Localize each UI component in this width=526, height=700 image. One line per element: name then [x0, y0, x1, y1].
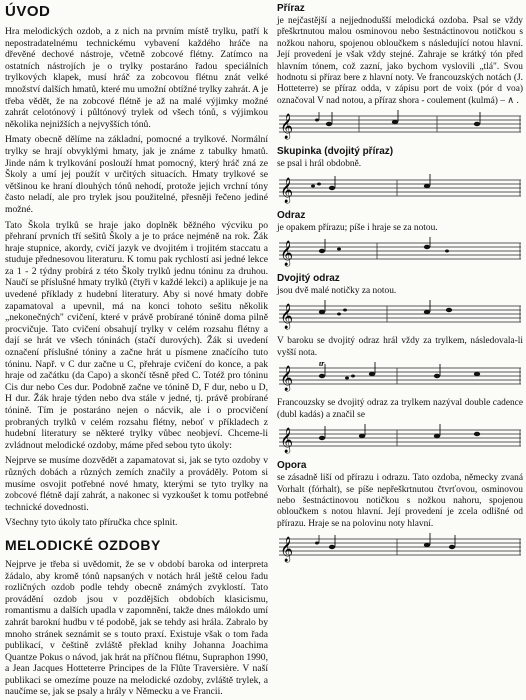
- svg-text:𝄞: 𝄞: [280, 114, 294, 140]
- section-title-ozdoby: MELODICKÉ OZDOBY: [5, 536, 161, 553]
- music-staff-example: [277, 362, 523, 392]
- music-staff-example: [277, 174, 523, 204]
- text-opora: se zásadně liší od přírazu i odrazu. Tato ozdoba, německy zvaná Vorhalt (fórhalt), se píše nepřeškrtnutou čtvrťovou, osminovou nebo šestnáctinovou notičkou s nožkou nahoru, spojenou obloučkem s notou hlavní. Její provedení je zcela odlišné od přírazu. Hraje se na polovinu noty hlavní.: [277, 473, 523, 529]
- paragraph: Hra melodických ozdob, a z nich na prvním místě trylku, patří k nepostradatelnému technickému vybavení každého hráče na dřevěné dechové nástroje, včetně zobcové flétny. Zatímco na ostatních nástrojích je o trylky postaráno řadou speciálních trylkových klapek, musí hráč za zobcovou flétnu znát velké množství dalších hmatů, které mu umožní obtížné trylky zahrát. A je třeba vědět, že na zobcové flétně je až na malé výjimky možné zahrát celotónový i půltónový trylek od všech tónů, s výjimkou několika nejnižších a nejvyšších tónů.: [5, 26, 268, 130]
- svg-text:𝄞: 𝄞: [280, 177, 294, 203]
- text-skupinka: se psal i hrál obdobně.: [277, 159, 362, 170]
- heading-skupinka: Skupinka (dvojitý příraz): [277, 146, 394, 158]
- heading-dvojity-odraz: Dvojitý odraz: [277, 273, 340, 285]
- svg-text:𝄞: 𝄞: [280, 241, 294, 267]
- svg-text:𝄞: 𝄞: [280, 304, 294, 330]
- left-column: [5, 3, 268, 698]
- music-staff-example: [277, 424, 523, 454]
- section-title-uvod: ÚVOD: [5, 3, 51, 20]
- heading-odraz: Odraz: [277, 209, 306, 221]
- music-staff-example: [277, 533, 523, 563]
- heading-priraz: Příraz: [277, 3, 305, 14]
- svg-text:𝄞: 𝄞: [280, 537, 294, 563]
- svg-text:𝄞: 𝄞: [280, 366, 294, 392]
- music-staff-example: [277, 110, 523, 140]
- svg-text:𝄞: 𝄞: [280, 428, 294, 454]
- paragraph: Tato Škola trylků se hraje jako doplněk běžného výcviku po přehraní prvních tří sešitů Školy a je to práce nejméně na rok. Žák hraje stupnice, akordy, cvičí jazyk ve dvojitém i trojitém staccatu a studuje přednesovou literaturu. K tomu pak rychlostí asi jedné lekce za 1 - 2 týdny probírá z této Školy trylků jednu tóninu za druhou. Naučí se příslušné hmaty trylků (čtyři v každé lekci) a aplikuje je na uvedené příklady z hudební literatury. Aby si nové hmaty dobře zapamatoval a upevnil, má na konci tohoto sešitu několik „nekonečných" cvičení, které v právě probírané tónině doma pilně procvičuje. Tato cvičení obsahují trylky v celém rozsahu flétny a dají se hrát ve všech tóninách (stačí durových). Žák si uvedení označení příslušné tóniny a začne hrát u písmene značícího tuto tóninu. Např. v C dur začne u C, přehraje cvičení do konce, a pak hraje od začátku (da Capo) a skončí těsně před C. Totéž pro tóninu Cis dur nebo Ces dur. Podobně začne ve tónině D, F dur, nebo u D, H dur. Žák hraje týden nebo dva stále v jedné, tj. právě probírané tónině. Tím je postaráno nejen o nácvik, ale i o procvičení probraných trylků v celém rozsahu flétny, neboť v příkladech z hudební literatury se některé trylky vůbec neobjeví. Chceme-li zvládnout melodické ozdoby, máme před sebou tyto úkoly:: [5, 219, 268, 451]
- text-odraz: je opakem přírazu; píše i hraje se za notou.: [277, 222, 438, 233]
- music-staff-example: [277, 237, 523, 267]
- text-baroko-odraz: V baroku se dvojitý odraz hrál vždy za trylkem, následovala-li vyšší nota.: [277, 336, 523, 358]
- text-dvojity-odraz: jsou dvě malé notičky za notou.: [277, 286, 397, 297]
- svg-text:tr: tr: [319, 362, 325, 369]
- text-double-cadence: Francouzsky se dvojitý odraz za trylkem nazýval double cadence (dubl kadás) a značil se: [277, 398, 523, 420]
- paragraph: Všechny tyto úkoly tato příručka chce splnit.: [5, 517, 178, 529]
- heading-opora: Opora: [277, 460, 307, 472]
- paragraph: Nejprve se musíme dozvědět a zapamatovat si, jak se tyto ozdoby v různých dobách a různých zemích značily a prováděly. Potom si musíme osvojit potřebné nové hmaty, kterými se tyto trylky na zobcové flétně dají zahrát, a nakonec si vyzkoušet k tomu potřebné technické dovednosti.: [5, 455, 268, 513]
- music-staff-example: [277, 300, 523, 330]
- paragraph: Hmaty obecně dělíme na základní, pomocné a trylkové. Normální trylky se hrají obvyklými hmaty, jak je známe z tabulky hmatů. Jinde nám k trylkování poslouží hmat pomocný, který hráč zná ze Školy a umí jej použít v určitých situacích. Hmaty trylkové se většinou ke hraní dlouhých tónů nehodí, protože jejich vrchní tóny často neladí, ale pro trylek jsou použitelné, přesněji řečeno jediné možné.: [5, 134, 268, 215]
- text-priraz: je nejčastější a nejjednodušší melodická ozdoba. Psal se vždy přeškrtnutou malou osminovou nebo šestnáctinovou notičkou s nožkou nahoru, spojenou obloučkem s následující notou hlavní. Její provedení je však vždy stejné. Zahraje se krátký tón před hlavním tónem, což zazní, jako bychom vyslovili „tlá". Svou hodnotu si příraz bere z hlavní noty. Ve francouzských notách (J. Hotteterre) se příraz odda, v zápisu port de voix (pór d voa) označoval V nad notou, a příraz shora - coulement (kulmá) – ∧ .: [277, 16, 523, 106]
- paragraph: Nejprve je třeba si uvědomit, že se v období baroka od interpreta žádalo, aby kromě tónů napsaných v notách hrál ještě celou řadu rozličných ozdob podle tehdy obecně známých zvyklostí. Tato provádění ozdob jsou v pozdějších obdobích klasicismu, romantismu a dalších upadla v zapomnění, takže dnes málokdo umí zahrát barokní hudbu v té podobě, jak se tehdy asi hrála. Zabralo by mnoho stránek seznámit se s touto praxí. Existuje však o tom řada publikací, v češtině zvláště překlad knihy Johanna Joachima Quantze Pokus o návod, jak hrát na příčnou flétnu, Supraphon 1990, a Jean Jacques Hotteterre Principes de la Flûte Traversière. V naší publikaci se omezíme pouze na melodické ozdoby, zvláště trylek, a naučíme se, jak se psaly a hrály v Německu a ve Francii.: [5, 558, 268, 698]
- right-column: [277, 3, 523, 569]
